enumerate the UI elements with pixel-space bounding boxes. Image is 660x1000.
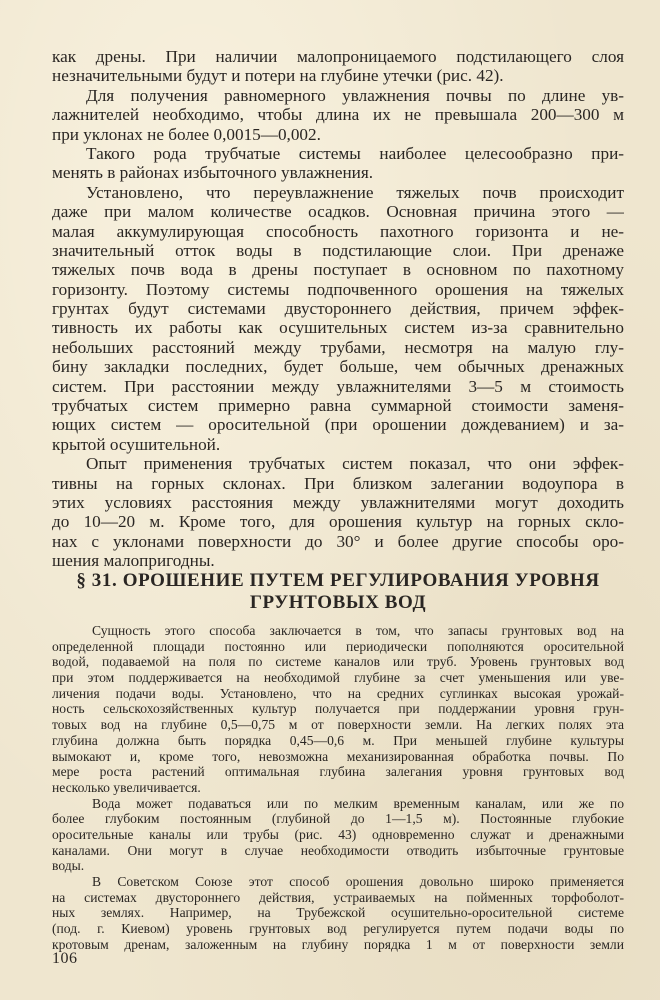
text-line: незначительными будут и потери на глубине утечки (рис. 42). bbox=[52, 66, 504, 86]
text-line: лажнителей необходимо, чтобы длина их не превышала 200—300 м bbox=[52, 105, 624, 125]
text-line: (под. г. Киевом) уровень грунтовых вод регулируется путем подачи воды по bbox=[52, 921, 624, 937]
text-line: кротовым дренам, заложенным на глубину порядка 1 м от поверхности земли bbox=[52, 936, 624, 952]
text-line: систем. При расстоянии между увлажнителями 3—5 м стоимость bbox=[52, 376, 624, 396]
text-line: крытой осушительной. bbox=[52, 434, 221, 454]
text-line: ность сельскохозяйственных культур получается при поддержании уровня грун- bbox=[52, 701, 624, 717]
text-line: тивны на горных склонах. При близком залегании водоупора в bbox=[52, 473, 624, 493]
text-line: как дрены. При наличии малопроницаемого подстилающего слоя bbox=[52, 47, 624, 66]
text-line: при уклонах не более 0,0015—0,002. bbox=[52, 124, 321, 144]
text-line: каналами. Они могут в случае необходимости отводить избыточные грунтовые bbox=[52, 842, 624, 858]
text-line: Для получения равномерного увлажнения почвы по длине ув- bbox=[86, 85, 624, 105]
text-line: бину закладки последних, будет больше, чем обычных дренажных bbox=[52, 357, 624, 377]
text-line: товых вод на глубине 0,5—0,75 м от поверхности земли. На легких полях эта bbox=[52, 717, 624, 733]
text-line: менять в районах избыточного увлажнения. bbox=[52, 163, 374, 183]
heading-line: ГРУНТОВЫХ ВОД bbox=[249, 592, 427, 613]
text-line: ющих систем — оросительной (при орошении дождеванием) и за- bbox=[52, 415, 624, 435]
heading-line: § 31. ОРОШЕНИЕ ПУТЕМ РЕГУЛИРОВАНИЯ УРОВНЯ bbox=[76, 570, 600, 591]
text-line: нах с уклонами поверхности до 30° и более другие способы оро- bbox=[52, 531, 624, 551]
text-line: воды. bbox=[52, 858, 85, 874]
text-line: небольших расстояний между трубами, несмотря на малую глу- bbox=[52, 337, 624, 357]
text-line: мере роста растений оптимальная глубина залегания уровня грунтовых вод bbox=[52, 764, 624, 780]
text-line: малая аккумулирующая способность пахотного горизонта и не- bbox=[52, 221, 624, 241]
text-line: ных землях. Например, на Трубежской осушительно-оросительной системе bbox=[52, 905, 624, 921]
text-line: горизонту. Поэтому системы подпочвенного орошения на тяжелых bbox=[52, 279, 624, 299]
text-line: личения подачи воды. Установлено, что на средних суглинках высокая урожай- bbox=[52, 685, 624, 701]
text-line: водой, подаваемой на поля по системе каналов или труб. Уровень грунтовых вод bbox=[52, 654, 624, 670]
text-line: несколько увеличивается. bbox=[52, 779, 201, 795]
page-number: 106 bbox=[52, 950, 78, 967]
text-line: Опыт применения трубчатых систем показал, что они эффек- bbox=[86, 454, 624, 474]
section-heading bbox=[52, 570, 624, 614]
lower-body-text bbox=[52, 623, 624, 952]
text-line: тивность их работы как осушительных систем из-за сравнительно bbox=[52, 318, 624, 338]
text-line: вымокают и, кроме того, невозможна механизированная обработка почвы. По bbox=[52, 748, 624, 764]
text-line: В Советском Союзе этот способ орошения довольно широко применяется bbox=[92, 874, 624, 889]
text-line: грунтах будут системами двустороннего действия, причем эффек- bbox=[52, 299, 624, 319]
text-line: определенной площади постоянно или периодически пополняются оросительной bbox=[52, 638, 624, 654]
text-line: трубчатых систем примерно равна суммарной стоимости заменя- bbox=[52, 396, 624, 416]
text-line: тяжелых почв вода в дрены поступает в основном по пахотному bbox=[52, 260, 624, 280]
text-line: Установлено, что переувлажнение тяжелых почв происходит bbox=[86, 182, 624, 202]
text-line: Сущность этого способа заключается в том, что запасы грунтовых вод на bbox=[92, 623, 624, 638]
text-line: Такого рода трубчатые системы наиболее целесообразно при- bbox=[86, 143, 624, 163]
text-line: шения малопригодны. bbox=[52, 551, 215, 571]
text-line: Вода может подаваться или по мелким временным каналам, или же по bbox=[92, 795, 624, 811]
text-line: при этом поддерживается на необходимой глубине за счет уменьшения или уве- bbox=[52, 670, 624, 686]
text-line: этих условиях расстояния между увлажнителями могут доходить bbox=[52, 492, 624, 512]
text-line: значительный отток воды в подстилающие слои. При дренаже bbox=[52, 240, 624, 260]
text-line: до 10—20 м. Кроме того, для орошения культур на горных скло- bbox=[52, 512, 624, 532]
text-line: глубина должна быть порядка 0,45—0,6 м. При меньшей глубине культуры bbox=[52, 732, 624, 748]
text-line: даже при малом количестве осадков. Основная причина этого — bbox=[52, 202, 624, 222]
text-line: оросительные каналы или трубы (рис. 43) одновременно служат и дренажными bbox=[52, 826, 624, 842]
text-line: более глубоким постоянным (глубиной до 1—1,5 м). Постоянные глубокие bbox=[52, 811, 624, 827]
upper-body-text bbox=[52, 47, 624, 571]
text-line: на системах двустороннего действия, устраиваемых на пойменных торфоболот- bbox=[52, 889, 624, 905]
